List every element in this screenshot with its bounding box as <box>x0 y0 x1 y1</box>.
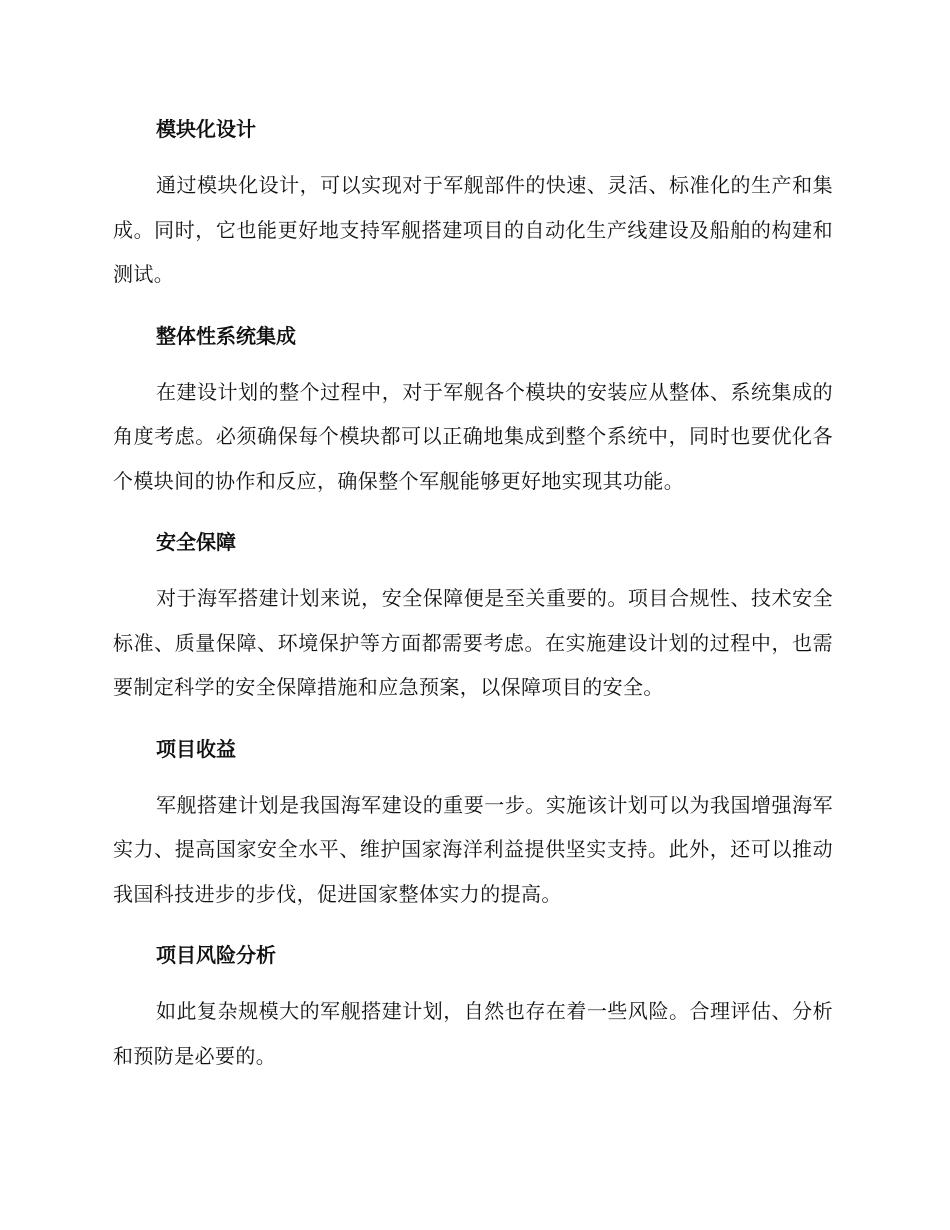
section-benefits <box>113 730 833 917</box>
section-heading: 项目收益 <box>156 736 236 761</box>
section-heading: 模块化设计 <box>156 117 256 141</box>
section-safety <box>113 523 833 710</box>
section-paragraph: 军舰搭建计划是我国海军建设的重要一步。实施该计划可以为我国增强海军实力、提高国家安全水平、维护国家海洋利益提供坚实支持。此外，还可以推动我国科技进步的步伐，促进国家整体实力的提高。 <box>113 792 833 906</box>
section-paragraph: 对于海军搭建计划来说，安全保障便是至关重要的。项目合规性、技术安全标准、质量保障、环境保护等方面都需要考虑。在实施建设计划的过程中，也需要制定科学的安全保障措施和应急预案，以保障项目的安全。 <box>113 586 833 699</box>
document-page <box>113 110 833 1098</box>
section-heading: 安全保障 <box>156 530 236 554</box>
section-paragraph: 如此复杂规模大的军舰搭建计划，自然也存在着一些风险。合理评估、分析和预防是必要的。 <box>113 999 833 1068</box>
section-heading: 项目风险分析 <box>156 943 276 967</box>
section-paragraph: 在建设计划的整个过程中，对于军舰各个模块的安装应从整体、系统集成的角度考虑。必须确保每个模块都可以正确地集成到整个系统中，同时也要优化各个模块间的协作和反应，确保整个军舰能够更好地实现其功能。 <box>113 379 833 493</box>
section-heading: 整体性系统集成 <box>156 323 296 348</box>
section-risk-analysis <box>113 936 833 1078</box>
section-modular-design <box>113 110 833 297</box>
section-paragraph: 通过模块化设计，可以实现对于军舰部件的快速、灵活、标准化的生产和集成。同时，它也能更好地支持军舰搭建项目的自动化生产线建设及船舶的构建和测试。 <box>113 173 833 286</box>
section-system-integration <box>113 317 833 504</box>
